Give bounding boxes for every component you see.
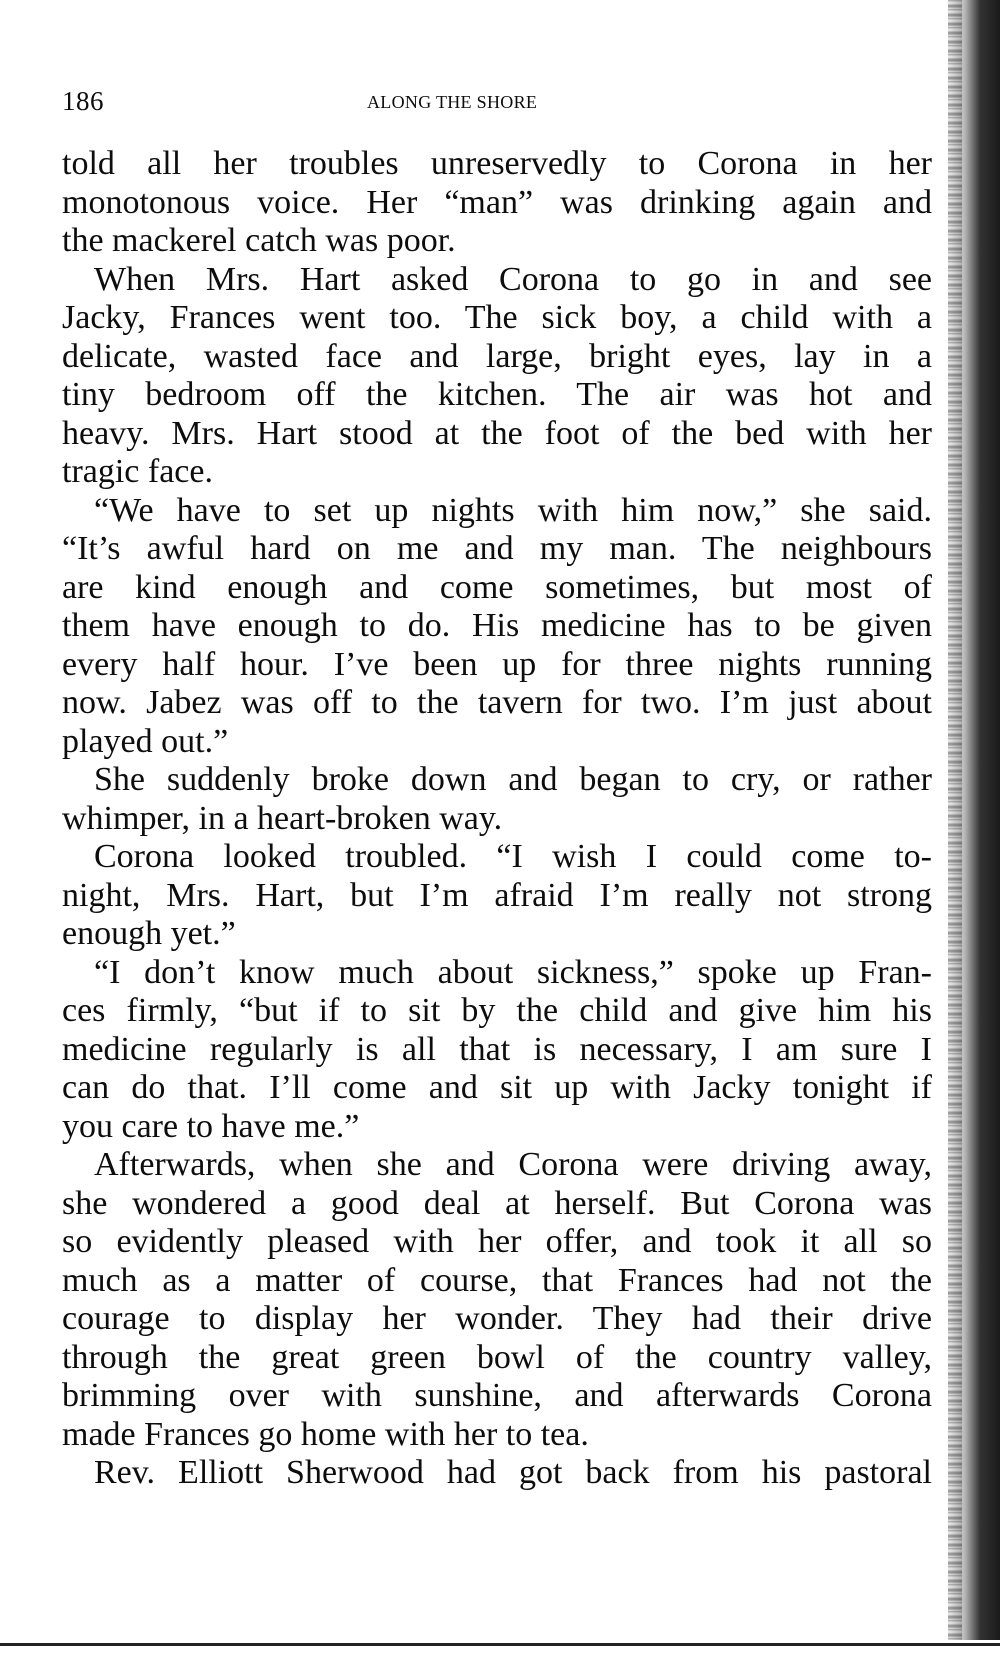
text-line: heavy. Mrs. Hart stood at the foot of the bed with her (62, 414, 932, 452)
text-line: them have enough to do. His medicine has to be given (62, 607, 932, 644)
body-text (62, 145, 932, 1493)
text-line: She suddenly broke down and began to cry, or rather (94, 761, 932, 798)
text-line: tiny bedroom off the kitchen. The air was hot and (62, 376, 932, 413)
text-line: Jacky, Frances went too. The sick boy, a child with a (62, 299, 932, 336)
text-line: can do that. I’ll come and sit up with Jacky tonight if (62, 1069, 932, 1106)
text-line: “I don’t know much about sickness,” spoke up Fran- (94, 953, 932, 991)
text-line: are kind enough and come sometimes, but most of (62, 568, 932, 606)
text-line: whimper, in a heart-broken way. (62, 799, 503, 837)
text-line: monotonous voice. Her “man” was drinking again and (62, 183, 932, 221)
text-line: through the great green bowl of the country valley, (62, 1338, 932, 1376)
text-line: night, Mrs. Hart, but I’m afraid I’m really not strong (62, 876, 932, 914)
text-line: made Frances go home with her to tea. (62, 1415, 589, 1453)
text-line: you care to have me.” (62, 1107, 360, 1145)
text-line: every half hour. I’ve been up for three nights running (62, 645, 932, 683)
text-line: played out.” (62, 722, 229, 760)
text-line: she wondered a good deal at herself. But Corona was (62, 1184, 932, 1222)
page-header (62, 84, 930, 124)
text-line: medicine regularly is all that is necessary, I am sure I (62, 1030, 932, 1068)
text-line: much as a matter of course, that Frances had not the (62, 1261, 932, 1299)
text-line: brimming over with sunshine, and afterwards Corona (62, 1377, 932, 1414)
running-head: ALONG THE SHORE (367, 92, 538, 112)
text-line: Rev. Elliott Sherwood had got back from his pastoral (94, 1454, 932, 1491)
text-line: tragic face. (62, 453, 213, 490)
text-line: told all her troubles unreservedly to Corona in her (62, 145, 932, 182)
text-line: Corona looked troubled. “I wish I could come to- (94, 838, 932, 875)
text-line: “We have to set up nights with him now,” she said. (94, 491, 932, 529)
text-line: ces firmly, “but if to sit by the child and give him his (62, 992, 932, 1029)
page-number: 186 (62, 86, 104, 116)
text-line: the mackerel catch was poor. (62, 222, 456, 259)
text-line: When Mrs. Hart asked Corona to go in and see (94, 260, 932, 298)
text-line: Afterwards, when she and Corona were driving away, (94, 1146, 932, 1183)
text-line: delicate, wasted face and large, bright eyes, lay in a (62, 337, 932, 375)
text-line: enough yet.” (62, 915, 236, 952)
text-line: now. Jabez was off to the tavern for two. I’m just about (62, 684, 932, 721)
bottom-edge-rule (0, 1643, 1000, 1646)
text-line: “It’s awful hard on me and my man. The neighbours (62, 530, 932, 567)
text-line: so evidently pleased with her offer, and took it all so (62, 1223, 932, 1260)
page-edge-texture (948, 0, 962, 1640)
text-line: courage to display her wonder. They had their drive (62, 1300, 932, 1337)
